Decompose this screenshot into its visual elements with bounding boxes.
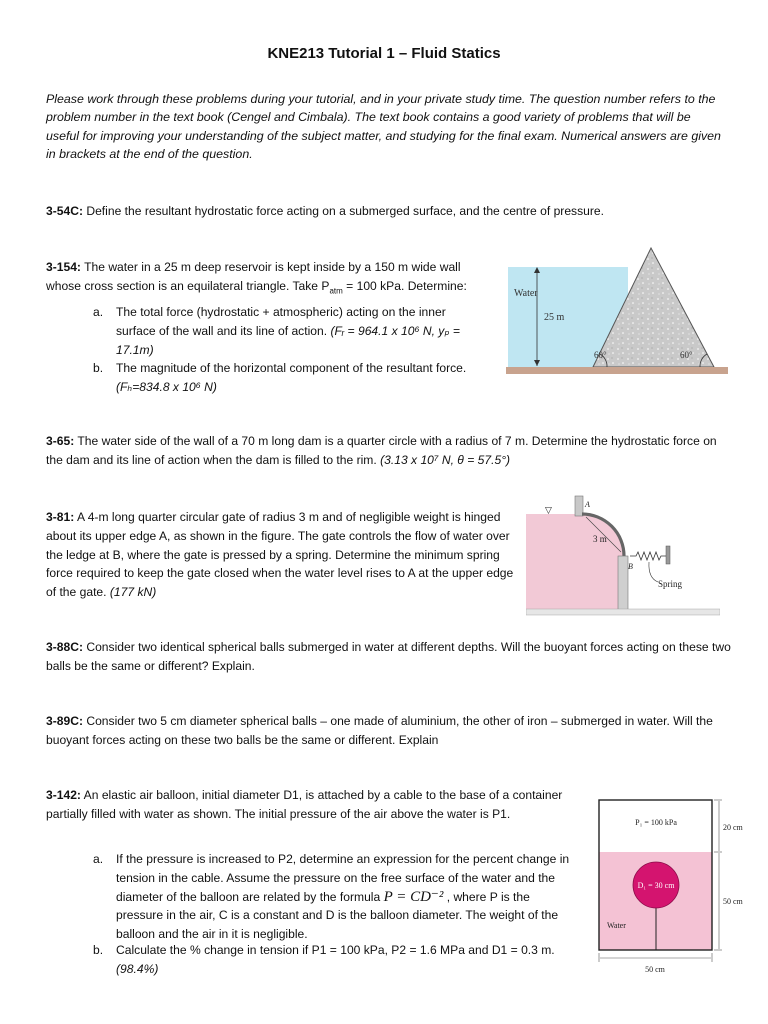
part-marker: a. (93, 305, 104, 319)
part-answer: (Fₕ=834.8 x 10⁶ N) (116, 379, 217, 394)
question-3-81 (46, 508, 516, 602)
top-height-label: 20 cm (723, 823, 743, 832)
question-3-142 (46, 786, 584, 824)
question-text: An elastic air balloon, initial diameter D1, is attached by a cable to the base of a container partially filled with water as shown. The initial pressure of the air above the water is P1. (46, 788, 563, 821)
spring-label: Spring (658, 579, 683, 589)
label-b: B (628, 562, 633, 571)
question-text: A 4-m long quarter circular gate of radius 3 m and of negligible weight is hinged about its upper edge A, as shown in the figure. The gate controls the flow of water over the ledge at B, where the gate is pressed by a spring. Determine the minimum spring force required to keep the gate closed when the water level rises to A at the upper edge of the gate. (46, 510, 514, 600)
question-3-65 (46, 432, 736, 470)
depth-label: 25 m (544, 312, 565, 323)
angle-right-label: 60° (680, 350, 693, 360)
page-title: KNE213 Tutorial 1 – Fluid Statics (267, 45, 501, 62)
spring (630, 552, 666, 560)
ground (506, 367, 728, 374)
part-text: Calculate the % change in tension if P1 = 100 kPa, P2 = 1.6 MPa and D1 = 0.3 m. (116, 943, 555, 957)
part-text: If the pressure is increased to P2, determine an expression for the percent change in tension in the cable. Assume the pressure on the free surface of the water and the diameter of the balloon are related by the formula (116, 852, 570, 904)
ground (526, 609, 720, 615)
water-label: Water (514, 288, 538, 299)
question-number: 3-65: (46, 434, 75, 448)
question-answer: (177 kN) (109, 585, 157, 600)
water-body (526, 514, 626, 609)
question-text: Consider two identical spherical balls submerged in water at different depths. Will the buoyant forces acting on these two balls be the same or different? Explain. (46, 640, 731, 673)
radius-label: 3 m (593, 534, 607, 544)
question-3-154 (46, 258, 498, 301)
question-number: 3-142: (46, 788, 81, 802)
question-text: The water side of the wall of a 70 m long dam is a quarter circle with a radius of 7 m. Determine the hydrostatic force on the dam and its line of action when the dam is filled to the rim. (46, 434, 717, 467)
figure-reservoir-dam (506, 246, 728, 380)
gate-post (575, 496, 583, 516)
part-marker: b. (93, 361, 104, 375)
part-answer: (98.4%) (116, 961, 159, 976)
subscript-atm: atm (329, 286, 343, 296)
part-text-continued: , where P is the pressure in the air, C is a constant and D is the balloon diameter. The weight of the balloon and the air in it is negligible. (116, 889, 559, 942)
question-text: Define the resultant hydrostatic force acting on a submerged surface, and the centre of pressure. (86, 204, 604, 218)
label-a: A (585, 500, 590, 509)
question-text: Consider two 5 cm diameter spherical balls – one made of aluminium, the other of iron – submerged in water. Will the buoyant forces acting on these two balls be the same or different. Explain (46, 714, 713, 747)
part-text: The magnitude of the horizontal component of the resultant force. (116, 361, 467, 375)
figure-quarter-gate (526, 492, 720, 618)
free-surface-symbol: ▽ (545, 505, 552, 515)
formula: P = CD⁻² (383, 888, 444, 905)
question-text-end: = 100 kPa. Determine: (342, 278, 467, 293)
question-text: The water in a 25 m deep reservoir is kept inside by a 150 m wide wall whose cross section is an equilateral triangle. Take P (46, 260, 461, 293)
ledge-wall (618, 556, 628, 610)
balloon-diameter-label: D₁ = 30 cm (637, 881, 675, 890)
question-number: 3-88C: (46, 640, 83, 654)
question-3-89c (46, 712, 736, 750)
question-3-54c (46, 202, 726, 221)
part-text: The total force (hydrostatic + atmospheric) acting on the inner surface of the wall and its line of action. (116, 305, 446, 338)
part-marker: a. (93, 852, 104, 866)
question-3-88c (46, 638, 736, 676)
question-3-154-part-b (93, 359, 498, 399)
spring-support (666, 546, 670, 564)
question-3-154-part-a (93, 303, 498, 359)
question-number: 3-154: (46, 260, 81, 274)
pressure-label: P₁ = 100 kPa (635, 818, 677, 827)
part-marker: b. (93, 943, 104, 957)
question-3-142-part-b (93, 941, 583, 981)
question-number: 3-54C: (46, 204, 83, 218)
width-label: 50 cm (645, 965, 665, 974)
question-number: 3-89C: (46, 714, 83, 728)
question-number: 3-81: (46, 510, 75, 524)
figure-balloon-container (594, 796, 758, 978)
water-label: Water (607, 921, 626, 930)
question-answer: (3.13 x 10⁷ N, θ = 57.5°) (380, 452, 511, 467)
intro-paragraph: Please work through these problems during your tutorial, and in your private study time. The question number refers to the problem number in the text book (Cengel and Cimbala). The text book contains a good variety of problems that will be useful for improving your understanding of the subject matter, and studying for the final exam. Numerical answers are given in brackets at the end of the question. (46, 92, 721, 162)
angle-left-label: 60° (594, 350, 607, 360)
part-answer: (Fᵣ = 964.1 x 10⁶ N, yₚ = 17.1m) (116, 323, 460, 357)
question-3-142-part-a (93, 850, 583, 942)
water-height-label: 50 cm (723, 897, 743, 906)
